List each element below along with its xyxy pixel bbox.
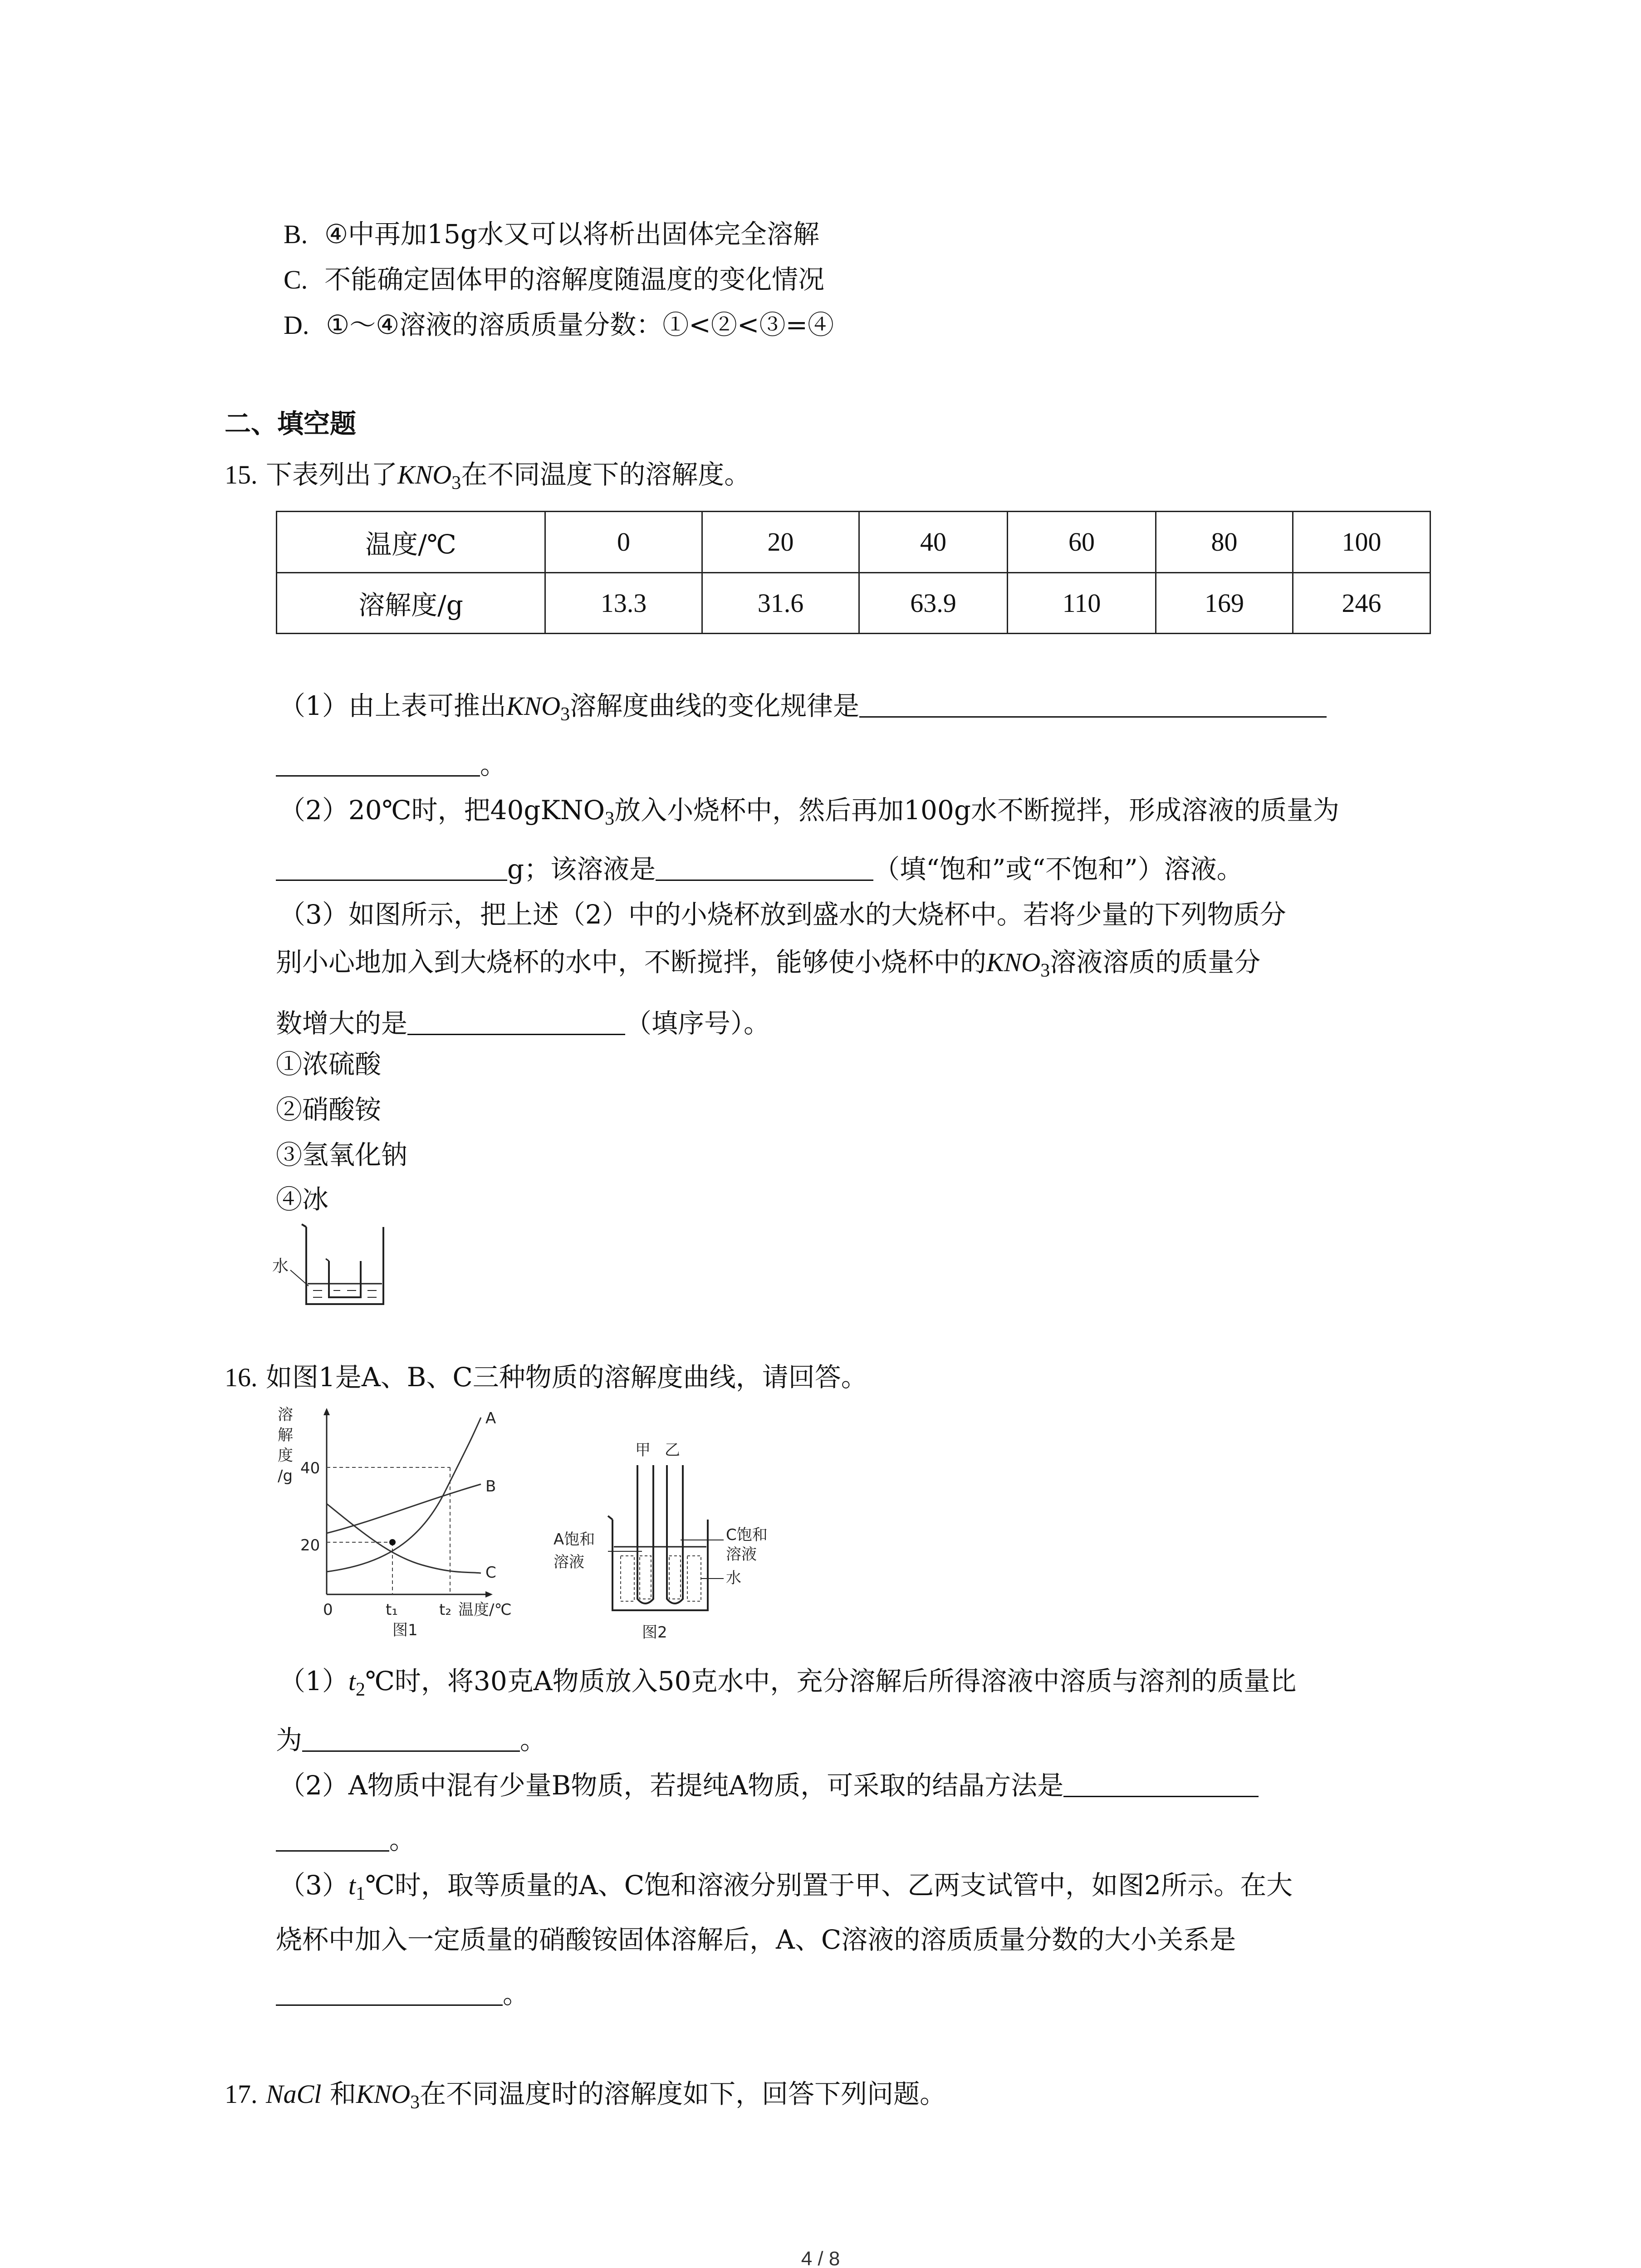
answer-blank[interactable]	[276, 1979, 503, 2006]
water-label: 水	[726, 1569, 741, 1587]
table-cell: 246	[1293, 572, 1430, 634]
xlabel: 温度/℃	[458, 1601, 512, 1619]
table-cell: 40	[859, 512, 1008, 573]
beaker-water-label: 水	[272, 1257, 289, 1276]
q17-stem: 17. NaCl 和$KNO_3$在不同温度时的溶解度如下，回答下列问题。	[225, 2078, 946, 2113]
figure-2-test-tubes	[544, 1438, 817, 1642]
table-cell: 13.3	[545, 572, 702, 634]
answer-blank[interactable]	[1063, 1770, 1259, 1797]
left-label-2: 溶液	[554, 1553, 584, 1571]
table-cell: 20	[702, 512, 859, 573]
table-row	[277, 512, 1430, 573]
answer-blank[interactable]	[407, 1008, 625, 1035]
q15-stem: 15. 下表列出了$KNO_3$在不同温度下的溶解度。	[225, 459, 751, 494]
kno3-solubility-table	[276, 511, 1431, 634]
table-cell: 63.9	[859, 572, 1008, 634]
q16-part2: （2）A物质中混有少量B物质，若提纯A物质，可采取的结晶方法是	[279, 1769, 1259, 1802]
small-beaker	[329, 1261, 361, 1297]
table-cell: 100	[1293, 512, 1430, 573]
table-header-solubility: 溶解度/g	[277, 572, 545, 634]
curve-b-label: B	[485, 1477, 496, 1496]
tick-20: 20	[300, 1536, 320, 1554]
figure-2-caption: 图2	[642, 1623, 667, 1642]
table-header-temperature: 温度/℃	[277, 512, 545, 573]
ylabel-char: 溶	[278, 1406, 293, 1424]
q16-part2-cont: 。	[276, 1823, 416, 1856]
table-cell: 31.6	[702, 572, 859, 634]
q15-choice-2: ②硝酸铵	[276, 1094, 382, 1125]
water-hatch	[313, 1290, 377, 1297]
table-cell: 110	[1008, 572, 1156, 634]
figure-1-caption: 图1	[392, 1621, 418, 1637]
q14-option-d: D. ①～④溶液的溶质质量分数：①<②<③=④	[284, 309, 834, 340]
section-title: 二、填空题	[225, 408, 357, 439]
table-cell: 0	[545, 512, 702, 573]
ylabel-char: /g	[278, 1467, 293, 1485]
small-beaker-lip	[326, 1259, 329, 1261]
solution-hatch	[621, 1556, 701, 1601]
intersection-point	[389, 1539, 396, 1545]
answer-blank[interactable]	[276, 854, 507, 881]
large-beaker	[306, 1227, 383, 1304]
origin-label: 0	[323, 1601, 333, 1619]
left-label-1: A饱和	[554, 1530, 595, 1549]
answer-blank[interactable]	[276, 750, 480, 777]
ylabel-char: 度	[278, 1447, 293, 1465]
q16-stem: 16. 如图1是A、B、C三种物质的溶解度曲线，请回答。	[225, 1362, 867, 1393]
q15-part3-line2: 别小心地加入到大烧杯的水中，不断搅拌，能够使小烧杯中的$KNO_3$溶液溶质的质量分	[276, 947, 1261, 981]
curve-b	[327, 1484, 481, 1533]
tube-yi-label: 乙	[665, 1441, 680, 1459]
q15-part1-cont: 。	[276, 748, 506, 781]
right-label-2: 溶液	[726, 1545, 757, 1564]
q15-choice-4: ④冰	[276, 1184, 329, 1215]
curve-c	[327, 1504, 481, 1573]
curve-a-label: A	[485, 1409, 496, 1427]
t2-label: t₂	[439, 1601, 451, 1619]
q16-part1-cont: 为 。	[276, 1725, 547, 1755]
q15-part2-cont: g；该溶液是 （填“饱和”或“不饱和”）溶液。	[276, 853, 1243, 885]
answer-blank[interactable]	[302, 1725, 520, 1752]
answer-blank[interactable]	[656, 854, 873, 881]
right-label-1: C饱和	[726, 1526, 768, 1544]
q15-part3-line3: 数增大的是 （填序号）。	[276, 1008, 770, 1039]
ylabel-char: 解	[278, 1426, 293, 1444]
q15-choice-1: ①浓硫酸	[276, 1049, 382, 1080]
t1-label: t₁	[386, 1601, 398, 1619]
tube-jia-label: 甲	[635, 1441, 651, 1459]
tick-40: 40	[300, 1459, 320, 1477]
curve-c-label: C	[485, 1564, 496, 1582]
q16-part3: $(3)t_1℃$时，取等质量的A、C饱和溶液分别置于甲、乙两支试管中，如图2所示。在大	[279, 1870, 1293, 1904]
q16-part1: $(1)t_2℃$时，将30克A物质放入50克水中，充分溶解后所得溶液中溶质与溶剂的质量比	[279, 1666, 1297, 1700]
table-cell: 60	[1008, 512, 1156, 573]
guide-lines	[327, 1467, 450, 1594]
q14-option-b: B. ④中再加15g水又可以将析出固体完全溶解	[284, 219, 819, 249]
q16-part3-cont: 。	[276, 1978, 529, 2010]
table-row	[277, 572, 1430, 634]
q15-choice-3: ③氢氧化钠	[276, 1139, 408, 1170]
beaker-figure	[272, 1218, 390, 1309]
beaker	[612, 1520, 708, 1610]
beaker-lip	[608, 1516, 612, 1520]
figure-1-solubility-curves	[272, 1402, 526, 1637]
answer-blank[interactable]	[276, 1825, 389, 1852]
y-axis-arrow	[323, 1408, 330, 1415]
q16-part3-line2: 烧杯中加入一定质量的硝酸铵固体溶解后，A、C溶液的溶质质量分数的大小关系是	[276, 1924, 1236, 1955]
q14-option-c: C. 不能确定固体甲的溶解度随温度的变化情况	[284, 264, 825, 295]
table-cell: 169	[1156, 572, 1293, 634]
page-number: 4 / 8	[801, 2248, 840, 2268]
q15-part3: （3）如图所示，把上述（2）中的小烧杯放到盛水的大烧杯中。若将少量的下列物质分	[279, 899, 1286, 930]
curve-a	[327, 1418, 481, 1572]
q15-part2: （2）20℃时，把40gKNO$_3$放入小烧杯中，然后再加100g水不断搅拌，形成溶液的质量为	[279, 795, 1339, 829]
table-cell: 80	[1156, 512, 1293, 573]
q15-part1: （1）由上表可推出$KNO_3$溶解度曲线的变化规律是	[279, 689, 1327, 723]
x-axis-arrow	[485, 1591, 493, 1598]
beaker-lip	[302, 1224, 306, 1227]
answer-blank[interactable]	[859, 691, 1327, 718]
